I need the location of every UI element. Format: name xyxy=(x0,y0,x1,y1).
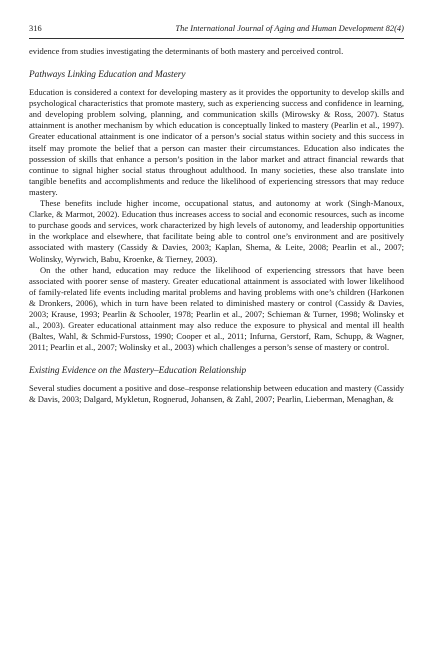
continuation-paragraph: evidence from studies investigating the determinants of both mastery and perceived control. xyxy=(29,46,344,56)
paragraph-stressors: On the other hand, education may reduce the likelihood of experiencing stressors that have been associated with poorer sense of mastery. Greater educational attainment is associated with lower likelihood of family-related life events including marital problems and having problems with one’s children (Harkonen & Dronkers, 2006), which in turn have been related to diminished mastery or control (Cassidy & Davies, 2003; Krause, 1993; Pearlin & Schooler, 1978; Pearlin et al., 2007; Schieman & Turner, 1998; Wolinsky et al., 2003). Greater educational attainment may also reduce the exposure to physical and mental ill health (Baltes, Wahl, & Schmid-Furstoss, 1990; Cooper et al., 2011; Infurna, Gerstorf, Ram, Schupp, & Wagner, 2011; Pearlin et al., 2007; Wolinsky et al., 2003) which challenges a person’s sense of mastery or control. xyxy=(29,264,404,353)
journal-title: The International Journal of Aging and Human Development 82(4) xyxy=(175,24,404,33)
header-rule xyxy=(29,38,404,39)
running-header xyxy=(29,24,404,38)
page-number: 316 xyxy=(29,24,42,33)
section-heading-pathways: Pathways Linking Education and Mastery xyxy=(29,70,186,81)
paragraph-education-context: Education is considered a context for developing mastery as it provides the opportunity to develop skills and psychological characteristics that promote mastery, such as experiencing success and confidence in learning, and developing problem solving, planning, and communication skills (Mirowsky & Ross, 2007). Status attainment is another mechanism by which education is conceptually linked to mastery (Pearlin et al., 1997). Greater educational attainment is one indicator of a person’s social status within society and this success in itself may promote the belief that a person can master their circumstances. Education also indicates the possession of skills that enhance a person’s position in the labor market and attract financial rewards that continue to signal higher social status throughout adulthood. In many societies, these also translate into tangible benefits and accomplishments and reduce the likelihood of experiencing stressors that may reduce mastery. xyxy=(29,87,404,197)
journal-page xyxy=(29,24,404,406)
paragraph-dose-response: Several studies document a positive and dose–response relationship between education and mastery (Cassidy & Davis, 2003; Dalgard, Mykletun, Rognerud, Johansen, & Zahl, 2007; Pearlin, Lieberman, Menaghan, & xyxy=(29,383,404,405)
paragraph-benefits: These benefits include higher income, occupational status, and autonomy at work (Singh-Manoux, Clarke, & Marmot, 2002). Education thus increases access to social and economic resources, such as income to purchase goods and services, work characterized by high levels of autonomy, and leadership opportunities in the workplace and elsewhere, that facilitate being able to control one’s environment and are positively associated with mastery (Cassidy & Davies, 2003; Kaplan, Shema, & Leite, 2008; Pearlin et al., 2007; Wolinsky, Wyrwich, Babu, Kroenke, & Tierney, 2003). xyxy=(29,198,404,264)
section-heading-existing-evidence: Existing Evidence on the Mastery–Education Relationship xyxy=(29,366,247,377)
